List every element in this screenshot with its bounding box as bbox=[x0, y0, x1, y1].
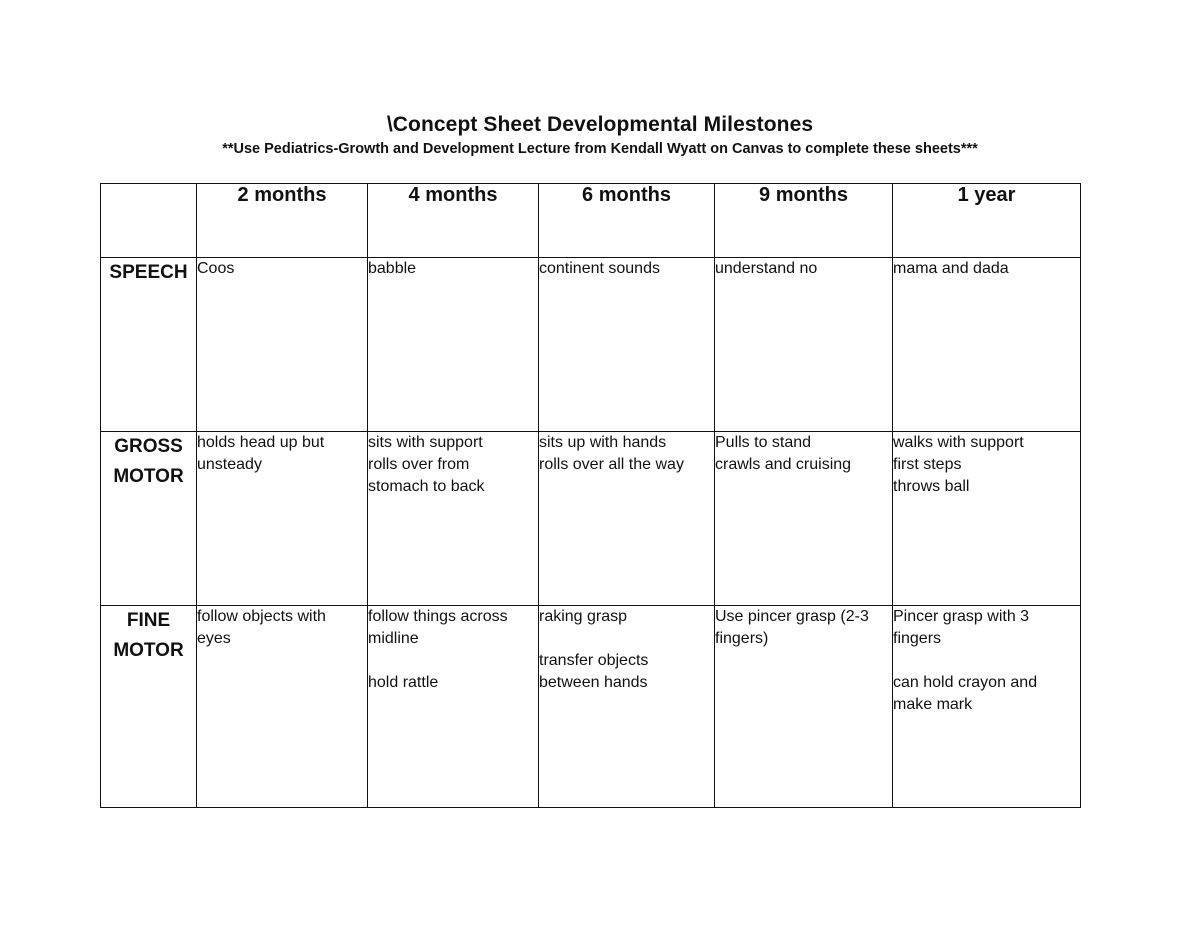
page-subtitle: **Use Pediatrics-Growth and Development Lecture from Kendall Wyatt on Canvas to complete these sheets*** bbox=[222, 141, 978, 157]
header-row bbox=[101, 184, 1081, 258]
age-header-2-months: 2 months bbox=[197, 184, 368, 258]
cell-text-line: between hands bbox=[539, 674, 648, 691]
cell-gross-motor-6-months bbox=[539, 432, 715, 606]
cell-text-line: Use pincer grasp (2-3 bbox=[715, 608, 869, 625]
cell-text-line: can hold crayon and bbox=[893, 674, 1038, 691]
cell-speech-2-months bbox=[197, 258, 368, 432]
cell-text-line: unsteady bbox=[197, 456, 262, 473]
cell-text-line: rolls over all the way bbox=[539, 456, 684, 473]
cell-text-line: continent sounds bbox=[539, 260, 660, 277]
cell-text-line: rolls over from bbox=[368, 456, 470, 473]
cell-spacer bbox=[893, 650, 1080, 672]
cell-text-line: follow things across bbox=[368, 608, 508, 625]
table-row-speech bbox=[101, 258, 1081, 432]
cell-gross-motor-2-months bbox=[197, 432, 368, 606]
row-label-gross-motor bbox=[101, 432, 197, 606]
cell-fine-motor-9-months bbox=[715, 606, 893, 808]
age-header-1-year: 1 year bbox=[893, 184, 1081, 258]
cell-text-line: stomach to back bbox=[368, 478, 485, 495]
cell-spacer bbox=[539, 628, 714, 650]
cell-text-line: sits with support bbox=[368, 434, 483, 451]
row-label-line: MOTOR bbox=[113, 640, 184, 661]
cell-fine-motor-4-months bbox=[368, 606, 539, 808]
cell-text-line: Pincer grasp with 3 bbox=[893, 608, 1030, 625]
row-label-line: MOTOR bbox=[113, 466, 184, 487]
cell-text-line: crawls and cruising bbox=[715, 456, 852, 473]
milestones-table-body bbox=[101, 184, 1081, 808]
cell-text-line: holds head up but bbox=[197, 434, 325, 451]
cell-text-line: mama and dada bbox=[893, 260, 1009, 277]
milestones-table bbox=[100, 183, 1081, 808]
cell-text-line: eyes bbox=[197, 630, 231, 647]
cell-text-line: follow objects with bbox=[197, 608, 326, 625]
cell-fine-motor-6-months bbox=[539, 606, 715, 808]
cell-text-line: first steps bbox=[893, 456, 962, 473]
row-label-fine-motor bbox=[101, 606, 197, 808]
age-header-9-months: 9 months bbox=[715, 184, 893, 258]
table-row-fine-motor bbox=[101, 606, 1081, 808]
cell-text-line: walks with support bbox=[893, 434, 1024, 451]
cell-gross-motor-9-months bbox=[715, 432, 893, 606]
age-header-6-months: 6 months bbox=[539, 184, 715, 258]
cell-text-line: transfer objects bbox=[539, 652, 649, 669]
cell-fine-motor-1-year bbox=[893, 606, 1081, 808]
age-header-4-months: 4 months bbox=[368, 184, 539, 258]
cell-text-line: hold rattle bbox=[368, 674, 439, 691]
cell-speech-6-months bbox=[539, 258, 715, 432]
cell-text-line: Coos bbox=[197, 260, 235, 277]
row-label-speech bbox=[101, 258, 197, 432]
cell-text-line: raking grasp bbox=[539, 608, 628, 625]
cell-speech-9-months bbox=[715, 258, 893, 432]
cell-text-line: sits up with hands bbox=[539, 434, 667, 451]
cell-gross-motor-4-months bbox=[368, 432, 539, 606]
cell-text-line: fingers bbox=[893, 630, 942, 647]
cell-text-line: understand no bbox=[715, 260, 818, 277]
cell-text-line: babble bbox=[368, 260, 417, 277]
cell-text-line: midline bbox=[368, 630, 419, 647]
cell-speech-1-year bbox=[893, 258, 1081, 432]
cell-speech-4-months bbox=[368, 258, 539, 432]
cell-text-line: make mark bbox=[893, 696, 973, 713]
cell-text-line: throws ball bbox=[893, 478, 970, 495]
cell-gross-motor-1-year bbox=[893, 432, 1081, 606]
corner-cell bbox=[101, 184, 197, 258]
cell-text-line: Pulls to stand bbox=[715, 434, 812, 451]
cell-spacer bbox=[368, 650, 538, 672]
row-label-line: SPEECH bbox=[109, 262, 188, 283]
cell-fine-motor-2-months bbox=[197, 606, 368, 808]
row-label-line: GROSS bbox=[114, 436, 183, 457]
page-title: \Concept Sheet Developmental Milestones bbox=[386, 113, 814, 136]
cell-text-line: fingers) bbox=[715, 630, 769, 647]
table-row-gross-motor bbox=[101, 432, 1081, 606]
row-label-line: FINE bbox=[126, 610, 171, 631]
